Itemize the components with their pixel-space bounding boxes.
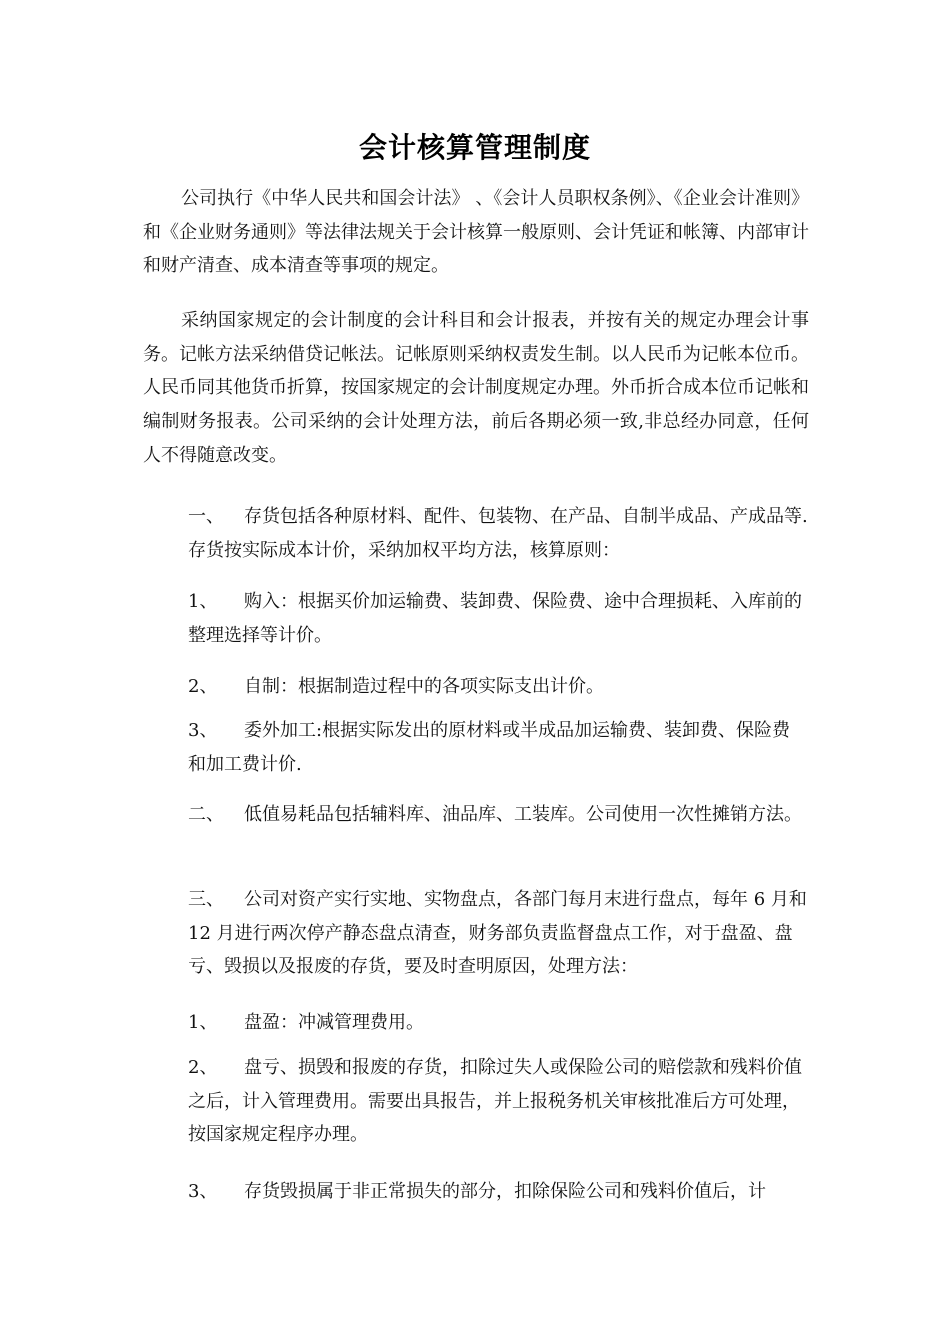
- list-item-text: 自制：根据制造过程中的各项实际支出计价。: [244, 676, 604, 697]
- list-item: [188, 883, 808, 984]
- document-title: 会计核算管理制度: [358, 131, 591, 164]
- list-item-number: 1、: [188, 591, 218, 612]
- accounting-method-paragraph: 采纳国家规定的会计制度的会计科目和会计报表，并按有关的规定办理会计事务。记帐方法采纳借贷记帐法。记帐原则采纳权责发生制。以人民币为记帐本位币。人民币同其他货币折算，按国家规定的会计制度规定办理。外币折合成本位币记帐和编制财务报表。公司采纳的会计处理方法，前后各期必须一致,非总经办同意，任何人不得随意改变。: [143, 310, 809, 466]
- list-item: [188, 670, 808, 704]
- list-item-text: 公司对资产实行实地、实物盘点，各部门每月末进行盘点，每年 6 月和 12 月进行两次停产静态盘点清查，财务部负责监督盘点工作，对于盘盈、盘亏、毁损以及报废的存货，要及时查明原因，处理方法：: [188, 889, 807, 978]
- list-item-text: 盘盈：冲减管理费用。: [244, 1012, 424, 1033]
- list-item: [188, 1175, 808, 1209]
- list-item-number: 2、: [188, 676, 218, 697]
- list-item-number: 3、: [188, 720, 218, 741]
- list-item: [188, 500, 808, 567]
- intro-paragraph: 公司执行《中华人民共和国会计法》 、《会计人员职权条例》、《企业会计准则》和《企业财务通则》等法律法规关于会计核算一般原则、会计凭证和帐簿、内部审计和财产清查、成本清查等事项的规定。: [143, 188, 809, 277]
- list-item-text: 低值易耗品包括辅料库、油品库、工装库。公司使用一次性摊销方法。: [244, 804, 802, 825]
- list-item-number: 2、: [188, 1057, 218, 1078]
- list-item: [188, 1051, 808, 1152]
- list-item-text: 存货包括各种原材料、配件、包装物、在产品、自制半成品、产成品等.存货按实际成本计价，采纳加权平均方法，核算原则：: [188, 506, 808, 561]
- list-item-number: 三、: [188, 889, 224, 910]
- list-item-text: 盘亏、损毁和报废的存货，扣除过失人或保险公司的赔偿款和残料价值之后，计入管理费用。需要出具报告，并上报税务机关审核批准后方可处理，按国家规定程序办理。: [188, 1057, 802, 1146]
- list-item: [188, 1006, 808, 1040]
- list-item-text: 存货毁损属于非正常损失的部分，扣除保险公司和残料价值后，计: [244, 1181, 766, 1202]
- list-item: [188, 714, 808, 781]
- list-item-number: 3、: [188, 1181, 218, 1202]
- list-item-text: 购入：根据买价加运输费、装卸费、保险费、途中合理损耗、入库前的整理选择等计价。: [188, 591, 802, 646]
- list-item-number: 1、: [188, 1012, 218, 1033]
- list-item: [188, 585, 808, 652]
- list-item-number: 二、: [188, 804, 224, 825]
- list-item: [188, 798, 808, 832]
- list-item-number: 一、: [188, 506, 224, 527]
- list-item-text: 委外加工:根据实际发出的原材料或半成品加运输费、装卸费、保险费和加工费计价.: [188, 720, 791, 775]
